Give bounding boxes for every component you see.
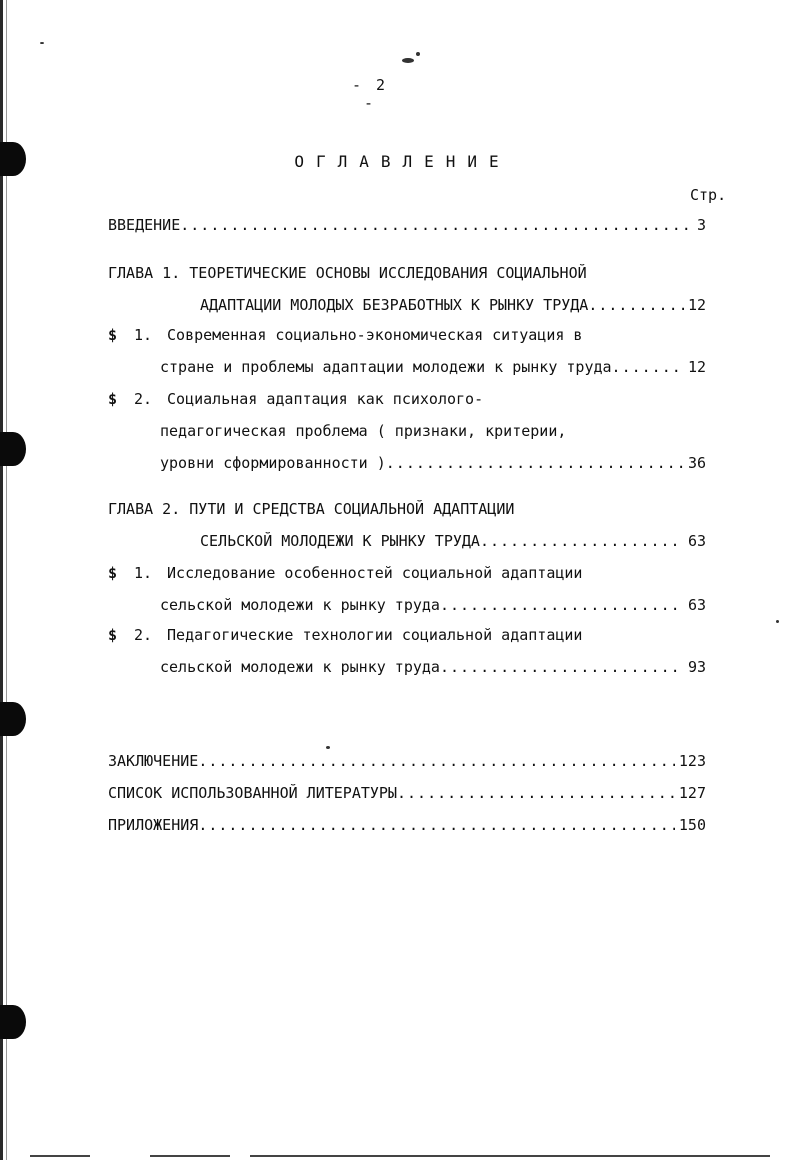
scan-speck [326,746,330,749]
chapter-2-title-line-1: ГЛАВА 2. ПУТИ И СРЕДСТВА СОЦИАЛЬНОЙ АДАПТАЦИИ [108,500,515,518]
section-title: Педагогические технологии социальной адаптации [167,626,583,644]
toc-leader [440,596,684,614]
page-title: ОГЛАВЛЕНИЕ [294,152,511,171]
toc-page: 123 [678,752,706,770]
toc-page: 63 [687,532,706,550]
toc-label: ВВЕДЕНИЕ [108,216,181,234]
section-number: 1. [134,326,153,344]
page-number: - 2 - [351,76,389,112]
toc-page: 150 [678,816,706,834]
section-mark: $ [108,326,118,344]
toc-entry-section-1-2 [160,454,706,472]
toc-page: 12 [687,296,706,314]
section-1-1-line-1 [108,326,582,344]
section-2-1-line-1 [108,564,582,582]
toc-entry-conclusion [108,752,706,770]
chapter-1-title-line-1: ГЛАВА 1. ТЕОРЕТИЧЕСКИЕ ОСНОВЫ ИССЛЕДОВАНИЯ СОЦИАЛЬНОЙ [108,264,587,282]
section-number: 2. [134,626,153,644]
section-number: 1. [134,564,153,582]
section-2-2-line-1 [108,626,582,644]
toc-leader [397,784,675,802]
toc-entry-references [108,784,706,802]
section-mark: $ [108,626,118,644]
section-title: Социальная адаптация как психолого- [167,390,484,408]
scan-bottom-rule [150,1155,230,1157]
scan-speck [776,620,779,623]
toc-label: АДАПТАЦИИ МОЛОДЫХ БЕЗРАБОТНЫХ К РЫНКУ ТРУДА [200,296,589,314]
toc-label: СПИСОК ИСПОЛЬЗОВАННОЙ ЛИТЕРАТУРЫ [108,784,397,802]
section-title: Исследование особенностей социальной адаптации [167,564,583,582]
toc-entry-chapter-2 [200,532,706,550]
binding-hole [0,432,26,466]
page-column-label: Стр. [690,186,727,204]
toc-leader [198,752,675,770]
toc-leader [386,454,684,472]
toc-entry-chapter-1 [200,296,706,314]
toc-label: уровни сформированности ) [160,454,386,472]
binding-hole [0,702,26,736]
toc-entry-section-2-1 [160,596,706,614]
toc-label: ЗАКЛЮЧЕНИЕ [108,752,199,770]
toc-label: сельской молодежи к рынку труда [160,596,440,614]
toc-leader [440,658,684,676]
toc-page: 63 [687,596,706,614]
toc-page: 12 [687,358,706,376]
toc-label: сельской молодежи к рынку труда [160,658,440,676]
section-mark: $ [108,390,118,408]
toc-label: стране и проблемы адаптации молодежи к рынку труда [160,358,612,376]
toc-page: 3 [696,216,706,234]
toc-page: 36 [687,454,706,472]
scan-speck [416,52,420,56]
toc-entry-section-1-1 [160,358,706,376]
toc-leader [198,816,675,834]
toc-page: 127 [678,784,706,802]
scan-bottom-rule [250,1155,770,1157]
toc-label: СЕЛЬСКОЙ МОЛОДЕЖИ К РЫНКУ ТРУДА [200,532,480,550]
toc-leader [588,296,684,314]
section-1-2-line-1 [108,390,483,408]
toc-leader [180,216,693,234]
toc-entry-appendix [108,816,706,834]
toc-leader [612,358,684,376]
section-number: 2. [134,390,153,408]
section-1-2-line-2: педагогическая проблема ( признаки, критерии, [160,422,567,440]
toc-page: 93 [687,658,706,676]
binding-hole [0,1005,26,1039]
toc-label: ПРИЛОЖЕНИЯ [108,816,199,834]
toc-entry-intro [108,216,706,234]
section-mark: $ [108,564,118,582]
toc-leader [480,532,684,550]
toc-entry-section-2-2 [160,658,706,676]
scan-speck [402,58,414,63]
scan-speck [40,42,44,44]
scan-bottom-rule [30,1155,90,1157]
section-title: Современная социально-экономическая ситуация в [167,326,583,344]
